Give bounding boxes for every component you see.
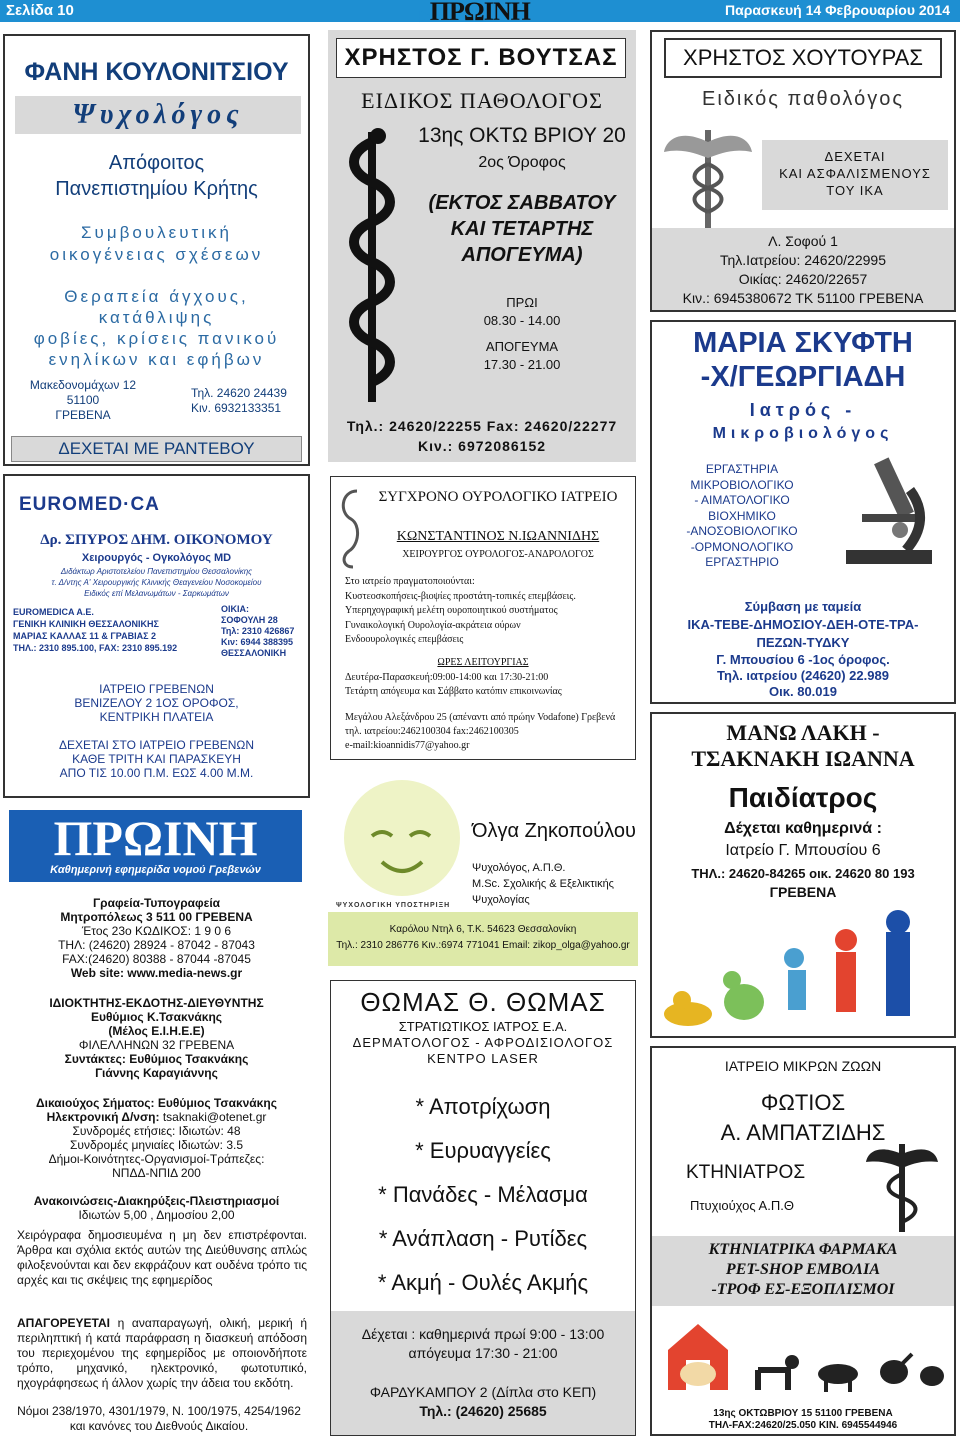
ad-doctor: Δρ. ΣΠΥΡΟΣ ΔΗΜ. ΟΙΚΟΝΟΜΟΥ: [40, 532, 273, 548]
masthead-logo-box: [9, 810, 302, 882]
masthead-disclaimer: Χειρόγραφα δημοσιευμένα η μη δεν επιστρέφονται. Άρθρα και σχόλια εκτός αυτών της Διεύθυνσης απλώς φιλοξενούνται και δεν εκφράζουν κατ ουδένα τρόπο τις αρχές και τις σκέψεις της εφημερίδος: [17, 1228, 307, 1287]
ad-hours-title: ΩΡΕΣ ΛΕΙΤΟΥΡΓΙΑΣ: [437, 657, 529, 668]
ad-labs: ΕΡΓΑΣΤΗΡΙΑ ΜΙΚΡΟΒΙΟΛΟΓΙΚΟ - ΑΙΜΑΤΟΛΟΓΙΚΟ ΒΙΟΧΗΜΙΚΟ -ΑΝΟΣΟΒΙΟΛΟΓΙΚΟ -ΟΡΜΟΝΟΛΟΓΙΚΟ ΕΡΓΑΣΤΗΡΙΟ: [686, 462, 798, 569]
ad-spec: Ειδικός παθολόγος: [702, 88, 904, 110]
ad-name: ΜΑΝΩ ΛΑΚΗ - ΤΣΑΚΝΑΚΗ ΙΩΑΝΝΑ: [691, 720, 915, 771]
masthead-info: Γραφεία-Τυπογραφεία Μητροπόλεως 3 511 00 ΓΡΕΒΕΝΑ Έτος 23ο ΚΩΔΙΚΟΣ: 1 9 0 6 ΤΗΛ: (24620) 28924 - 87042 - 87043 FAX:(24620) 80388 - 87044 -87045 Web site: www.media-news.gr: [58, 896, 255, 980]
masthead-logo: ΠΡΩΙΝΗ: [53, 810, 258, 866]
urology-icon: [337, 485, 363, 569]
ad-contact-bar: Καρόλου Ντηλ 6, Τ.Κ. 54623 Θεσσαλονίκη Τηλ.: 2310 286776 Κιν.:6974 771041 Email: zikop_olga@yahoo.gr: [328, 912, 638, 966]
ad-name: ΧΡΗΣΤΟΣ Γ. ΒΟΥΤΣΑΣ: [336, 38, 626, 78]
masthead-copyright: ΑΠΑΓΟΡΕΥΕΤΑΙ η αναπαραγωγή, ολική, μερική ή περιληπτική ή κατά παράφραση η διασκευή απόδοση του περιεχομένου της εφημερίδος με οποιονδήποτε τρόπο, μηχανικό, ηλεκτρονικό, φωτοτυπικό, ηχογράφησεως ή άλλον χωρίς την άδεια του εκδότη.: [17, 1316, 307, 1390]
ad-urologist: [330, 476, 636, 760]
ad-address: 13ης ΟΚΤΩ ΒΡΙΟΥ 20: [418, 124, 626, 147]
ad-name: ΦΩΤΙΟΣ Α. ΑΜΠΑΤΖΙΔΗΣ: [720, 1090, 886, 1145]
ad-hours: ΔΕΧΕΤΑΙ ΣΤΟ ΙΑΤΡΕΙΟ ΓΡΕΒΕΝΩΝ ΚΑΘΕ ΤΡΙΤΗ ΚΑΙ ΠΑΡΑΣΚΕΥΗ ΑΠΟ ΤΙΣ 10.00 Π.Μ. ΕΩΣ 4.00 Μ.Μ.: [58, 738, 255, 780]
ad-name: ΦΑΝΗ ΚΟΥΛΟΝΙΤΣΙΟΥ: [24, 58, 289, 86]
aesculapius-icon: [338, 122, 408, 412]
masthead-staff: ΙΔΙΟΚΤΗΤΗΣ-ΕΚΔΟΤΗΣ-ΔΙΕΥΘΥΝΤΗΣ Ευθύμιος Κ.Τσακνάκης (Μέλος Ε.Ι.Η.Ε.Ε) ΦΙΛΕΛΛΗΝΩΝ 32 ΓΡΕΒΕΝΑ Συντάκτες: Ευθύμιος Τσακνάκης Γιάννης Καραγιάννης: [49, 996, 264, 1080]
ad-child-psychologist: [328, 772, 638, 968]
ad-hours: ΠΡΩΙ 08.30 - 14.00 ΑΠΟΓΕΥΜΑ 17.30 - 21.00: [483, 295, 561, 372]
ad-clinic: EUROMEDICA A.E. ΓΕΝΙΚΗ ΚΛΙΝΙΚΗ ΘΕΣΣΑΛΟΝΙΚΗΣ ΜΑΡΙΑΣ ΚΑΛΛΑΣ 11 & ΓΡΑΒΙΑΣ 2 ΤΗΛ.: 2310 895.100, FAX: 2310 895.192: [13, 607, 178, 653]
ad-contact: 13ης ΟΚΤΩΒΡΙΟΥ 15 51100 ΓΡΕΒΕΝΑ ΤΗΛ-FAX:24620/25.050 ΚΙΝ. 6945544946: [708, 1408, 898, 1431]
masthead-subscriptions: Δικαιούχος Σήματος: Ευθύμιος Τσακνάκης Ηλεκτρονική Δ/νση: tsaknaki@otenet.gr Συνδρομές ετήσιες: Ιδιωτών: 48 Συνδρομές μηνιαίες Ιδιωτών: 3.5 Δήμοι-Κοινότητες-Οργανισμοί-Τράπεζες: ΝΠΔΔ-ΝΠΙΔ 200: [36, 1096, 277, 1180]
ad-services: Στο ιατρείο πραγματοποιούνται: Κυστεοσκοπήσεις-βιοψίες προστάτη-τοπικές επεμβάσεις. Υπερηχογραφική μελέτη ουροποιητικού συστήματος Γυναικολογική Ουρολογία-ακράτεια ούρων Ενδοουρολογικές επεμβάσεις: [345, 576, 576, 645]
ad-products: ΚΤΗΝΙΑΤΡΙΚΑ ΦΑΡΜΑΚΑ PET-SHOP ΕΜΒΟΛΙΑ -ΤΡΟΦ ΕΣ-ΕΞΟΠΛΙΣΜΟΙ: [652, 1236, 954, 1306]
ad-pathologist: [328, 30, 636, 462]
masthead: [3, 808, 310, 1436]
ad-spec: ΧΕΙΡΟΥΡΓΟΣ ΟΥΡΟΛΟΓΟΣ-ΑΝΔΡΟΛΟΓΟΣ: [402, 549, 594, 560]
ad-spec: Ιατρός - Μικροβιολόγος: [712, 400, 894, 442]
ad-spec: ΚΤΗΝΙΑΤΡΟΣ: [686, 1162, 806, 1183]
pets-icon: [658, 1310, 950, 1400]
masthead-notices: Ανακοινώσεις-Διακηρύξεις-Πλειστηριασμοί Ιδιωτών 5,00 , Δημοσίου 2,00: [33, 1194, 280, 1222]
ad-pediatrician: [650, 712, 956, 1038]
masthead-tagline: Καθημερινή εφημερίδα νομού Γρεβενών: [50, 864, 261, 876]
ad-home: ΟΙΚΙΑ: ΣΟΦΟΥΛΗ 28 Τηλ: 2310 426867 Κιν: 6944 388395 ΘΕΣΣΑΛΟΝΙΚΗ: [221, 604, 295, 658]
ad-spec: ΕΙΔΙΚΟΣ ΠΑΘΟΛΟΓΟΣ: [361, 88, 603, 113]
ad-name: ΧΡΗΣΤΟΣ ΧΟΥΤΟΥΡΑΣ: [664, 38, 942, 78]
ad-contact: Γ. Μπουσίου 6 -1ος όροφος. Τηλ. ιατρείου (24620) 22.989 Οικ. 80.019: [716, 652, 890, 699]
ad-phones: Τηλ. 24620 24439 Κιν. 6932133351: [191, 386, 287, 415]
ad-brand: EUROMED·CA: [19, 494, 160, 515]
ad-internist: [650, 30, 956, 312]
ad-profession: Ψυχολόγος: [15, 96, 301, 134]
smiling-face-icon: [332, 776, 462, 916]
ad-contact: Μεγάλου Αλεξάνδρου 25 (απέναντι από πρώην Vodafone) Γρεβενά τηλ. ιατρείου:2462100304 fax:2462100305 e-mail:kioannidis77@yahoo.gr: [345, 712, 616, 751]
caduceus-icon: [660, 126, 756, 234]
vet-caduceus-icon: [862, 1144, 942, 1232]
ad-contact: Λ. Σοφού 1 Τηλ.Ιατρείου: 24620/22995 Οικίας: 24620/22657 Κιν.: 6945380672 ΤΚ 51100 ΓΡΕΒΕΝΑ: [652, 228, 954, 310]
ad-hours: Δευτέρα-Παρασκευή:09:00-14:00 και 17:30-21:00 Τετάρτη απόγευμα και Σάββατο κατόπιν επικοινωνίας: [345, 672, 562, 697]
ad-microbiologist: [650, 320, 956, 704]
issue-date: Παρασκευή 14 Φεβρουαρίου 2014: [725, 2, 950, 18]
ad-services: * Αποτρίχωση * Ευρυαγγείες * Πανάδες - Μέλασμα * Ανάπλαση - Ρυτίδες * Ακμή - Ουλές Ακμής: [377, 1094, 589, 1295]
masthead-laws: Νόμοι 238/1970, 4301/1979, Ν. 100/1975, 4254/1962 και κανόνες του Διεθνούς Δικαίου.: [17, 1404, 301, 1433]
ad-contact: Τηλ.: 24620/22255 Fax: 24620/22277 Κιν.: 6972086152: [346, 418, 618, 454]
ad-address: Μακεδονομάχων 12 51100 ΓΡΕΒΕΝΑ: [29, 378, 137, 422]
ad-appointment: ΔΕΧΕΤΑΙ ΜΕ ΡΑΝΤΕΒΟΥ: [11, 436, 302, 462]
ad-dermatologist: [330, 980, 636, 1436]
ad-spec: Χειρουργός - Ογκολόγος MD: [81, 552, 232, 564]
ad-title: ΣΥΓΧΡΟΝΟ ΟΥΡΟΛΟΓΙΚΟ ΙΑΤΡΕΙΟ: [378, 489, 618, 505]
ad-name: ΚΩΝΣΤΑΝΤΙΝΟΣ Ν.ΙΩΑΝΝΙΔΗΣ: [396, 529, 600, 544]
ad-title: Ψυχολόγος, Α.Π.Θ. M.Sc. Σχολικής & Εξελικτικής Ψυχολογίας: [472, 862, 614, 906]
header-logo: ▶ΠΡΩΙΝΗ: [420, 0, 530, 26]
ad-floor: 2ος Όροφος: [478, 154, 566, 171]
page-number: Σελίδα 10: [6, 2, 74, 19]
ad-surgeon: [3, 474, 310, 798]
ad-spec: Παιδίατρος: [728, 782, 878, 813]
ad-insurance: ΔΕΧΕΤΑΙ ΚΑΙ ΑΣΦΑΛΙΣΜΕΝΟΥΣ ΤΟΥ ΙΚΑ: [762, 140, 948, 210]
ad-hours: Δέχεται καθημερινά : Ιατρείο Γ. Μπουσίου 6: [724, 820, 882, 859]
ad-psychologist: [3, 34, 310, 466]
ad-name: Όλγα Ζηκοπούλου: [472, 820, 636, 842]
ad-office: ΙΑΤΡΕΙΟ ΓΡΕΒΕΝΩΝ ΒΕΝΙΖΕΛΟΥ 2 1ΟΣ ΟΡΟΦΟΣ, ΚΕΝΤΡΙΚΗ ΠΛΑΤΕΙΑ: [74, 682, 239, 724]
ad-exception: (ΕΚΤΟΣ ΣΑΒΒΑΤΟΥ ΚΑΙ ΤΕΤΑΡΤΗΣ ΑΠΟΓΕΥΜΑ): [428, 192, 616, 266]
ad-contact: Δέχεται : καθημερινά πρωί 9:00 - 13:00 απόγευμα 17:30 - 21:00 ΦΑΡΔΥΚΑΜΠΟΥ 2 (Δίπλα στο ΚΕΠ) Τηλ.: (24620) 25685: [331, 1311, 635, 1435]
babies-growing-icon: [660, 910, 950, 1034]
ad-ring-text: ΨΥΧΟΛΟΓΙΚΗ ΥΠΟΣΤΗΡΙΞΗ: [336, 902, 451, 909]
ad-contact: ΤΗΛ.: 24620-84265 οικ. 24620 80 193 ΓΡΕΒΕΝΑ: [691, 866, 915, 900]
microscope-icon: [836, 450, 940, 568]
ad-service-2: Θεραπεία άγχους, κατάθλιψης φοβίες, κρίσεις πανικού ενηλίκων και εφήβων: [33, 287, 280, 369]
ad-service-1: Συμβουλευτική οικογένειας σχέσεων: [49, 223, 264, 264]
ad-vet: [650, 1046, 956, 1436]
ad-contracts: Σύμβαση με ταμεία ΙΚΑ-ΤΕΒΕ-ΔΗΜΟΣΙΟΥ-ΔΕΗ-ΟΤΕ-ΤΡΑ- ΠΕΖΩΝ-ΤΥΔΚΥ: [687, 599, 919, 650]
ad-credentials: Διδάκτωρ Αριστοτελείου Πανεπιστημίου Θεσσαλονίκης τ. Δ/ντης Α' Χειρουργικής Κλινικής Θεαγενείου Νοσοκομείου Ειδικός επί Μελανωμάτων - Σαρκωμάτων: [51, 567, 262, 598]
ad-name: ΜΑΡΙΑ ΣΚΥΦΤΗ -Χ/ΓΕΩΡΓΙΑΔΗ: [693, 327, 913, 393]
ad-degree: Απόφοιτος Πανεπιστημίου Κρήτης: [55, 152, 258, 200]
ad-name: ΘΩΜΑΣ Θ. ΘΩΜΑΣ: [360, 987, 606, 1017]
ad-top: ΙΑΤΡΕΙΟ ΜΙΚΡΩΝ ΖΩΩΝ: [724, 1058, 882, 1074]
ad-spec: ΣΤΡΑΤΙΩΤΙΚΟΣ ΙΑΤΡΟΣ Ε.Α. ΔΕΡΜΑΤΟΛΟΓΟΣ - ΑΦΡΟΔΙΣΙΟΛΟΓΟΣ ΚΕΝΤΡΟ LASER: [352, 1019, 614, 1066]
ad-degree: Πτυχιούχος Α.Π.Θ: [690, 1198, 794, 1213]
